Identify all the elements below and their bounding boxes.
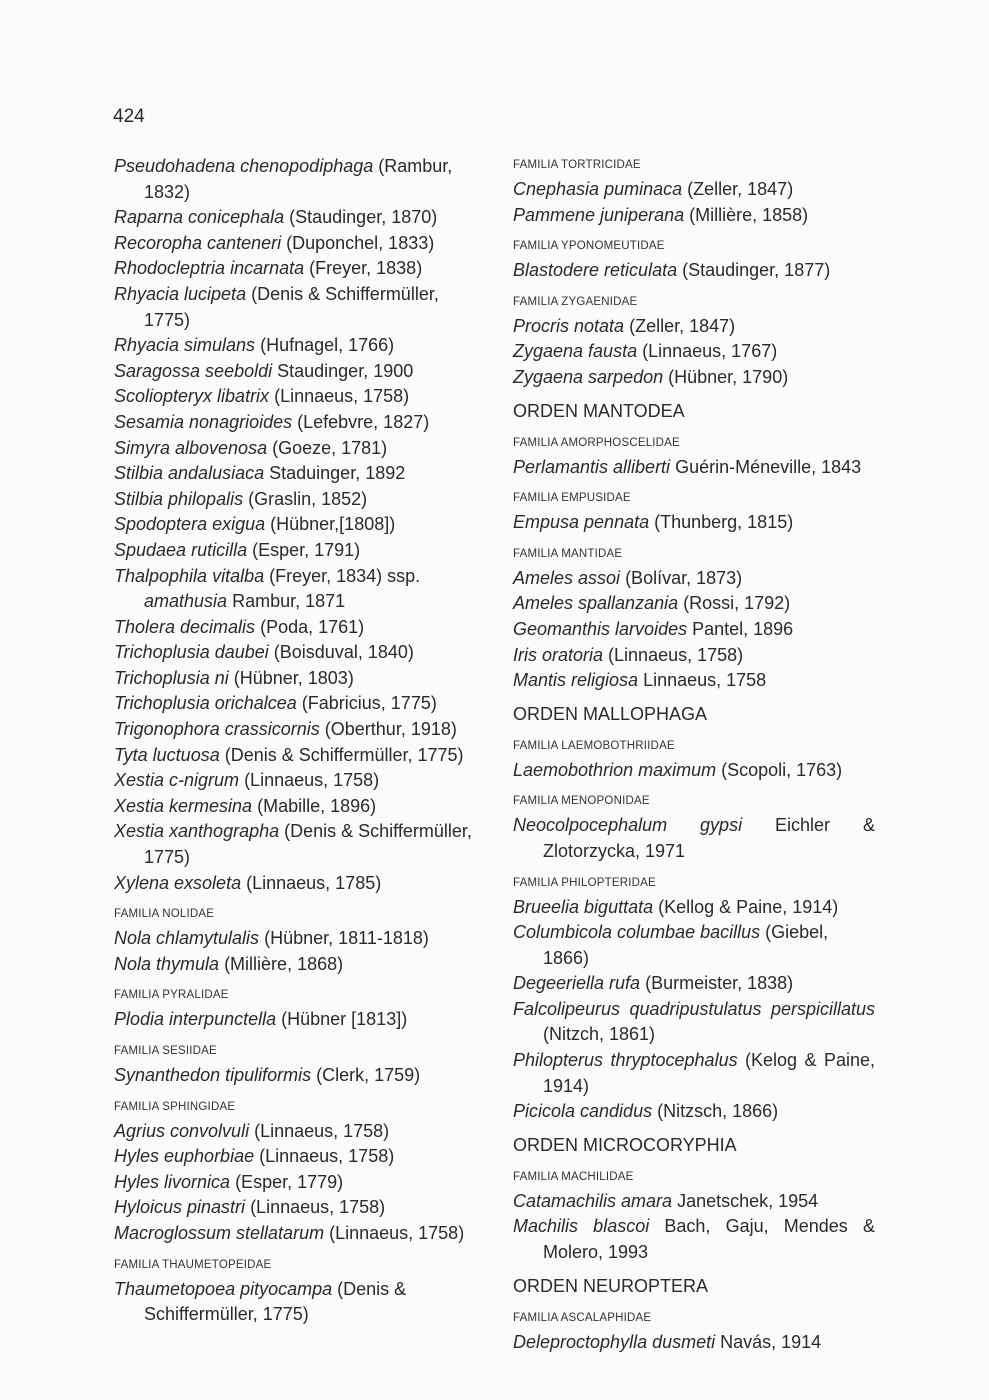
species-entry xyxy=(513,314,875,340)
species-entry xyxy=(114,410,474,436)
species-name: Nola thymula xyxy=(114,953,220,974)
species-author: (Denis & Schiffermüller, 1775) xyxy=(144,283,439,330)
species-name: Deleproctophylla dusmeti xyxy=(513,1331,716,1352)
species-entry xyxy=(114,871,474,897)
species-entry xyxy=(513,1214,875,1265)
species-author: (Hübner [1813]) xyxy=(281,1009,408,1030)
species-name: Zygaena fausta xyxy=(513,341,638,362)
species-entry xyxy=(513,566,875,592)
species-entry xyxy=(114,359,474,385)
species-entry xyxy=(114,512,474,538)
species-name: Mantis religiosa xyxy=(513,670,639,691)
page-number: 424 xyxy=(113,106,145,127)
species-author: (Clerk, 1759) xyxy=(316,1065,421,1085)
species-name: Blastodere reticulata xyxy=(513,260,678,281)
species-entry xyxy=(114,640,474,666)
species-entry xyxy=(114,743,474,769)
species-author: (Freyer, 1834) ssp. xyxy=(269,565,421,586)
species-author: (Zeller, 1847) xyxy=(629,315,736,336)
order-heading: ORDEN MALLOPHAGA xyxy=(513,703,708,724)
species-entry xyxy=(114,768,474,794)
family-heading: FAMILIA MACHILIDAE xyxy=(513,1170,634,1183)
species-author: (Poda, 1761) xyxy=(260,616,365,637)
family-heading: FAMILIA PYRALIDAE xyxy=(114,989,229,1002)
species-name: Stilbia philopalis xyxy=(114,488,244,509)
species-author: (Linnaeus, 1758) xyxy=(254,1120,390,1141)
species-name: Pammene juniperana xyxy=(513,204,685,225)
species-entry xyxy=(114,333,474,359)
species-entry xyxy=(114,461,474,487)
species-author: Navás, 1914 xyxy=(720,1331,822,1352)
species-name: Trichoplusia daubei xyxy=(114,642,269,663)
family-heading: FAMILIA MENOPONIDAE xyxy=(513,795,650,808)
family-heading: FAMILIA SESIIDAE xyxy=(114,1045,217,1057)
species-author: (Linnaeus, 1758) xyxy=(250,1197,386,1218)
species-author: (Freyer, 1838) xyxy=(309,258,423,279)
species-name: Iris oratoria xyxy=(513,644,604,665)
species-author: (Denis & Schiffermüller, 1775) xyxy=(144,821,472,868)
species-entry xyxy=(114,231,474,257)
species-entry xyxy=(114,794,474,820)
species-entry xyxy=(513,920,875,971)
family-heading: FAMILIA NOLIDAE xyxy=(114,908,215,921)
species-author: (Bolívar, 1873) xyxy=(625,567,743,588)
species-entry xyxy=(513,617,875,643)
species-entry xyxy=(513,510,875,536)
species-name: Synanthedon tipuliformis xyxy=(114,1065,312,1085)
species-entry xyxy=(114,615,474,641)
species-entry xyxy=(513,1048,875,1099)
species-author: (Linnaeus, 1767) xyxy=(642,341,778,362)
right-column xyxy=(513,154,875,1355)
species-entry xyxy=(114,819,474,870)
species-name: Zygaena sarpedon xyxy=(513,366,664,387)
species-name: Xestia kermesina xyxy=(114,795,253,816)
species-name: Perlamantis alliberti xyxy=(513,456,671,477)
species-entry xyxy=(513,1189,875,1215)
species-name: Hyles euphorbiae xyxy=(114,1146,255,1167)
family-heading: FAMILIA ASCALAPHIDAE xyxy=(513,1311,652,1324)
species-author: (Nitzsch, 1866) xyxy=(657,1101,779,1122)
species-name: Laemobothrion maximum xyxy=(513,759,717,780)
species-entry xyxy=(114,538,474,564)
species-author: (Giebel, 1866) xyxy=(543,922,829,968)
subspecies-author: Rambur, 1871 xyxy=(232,591,346,612)
species-entry xyxy=(114,952,474,978)
species-name: Pseudohadena chenopodiphaga xyxy=(114,156,374,176)
species-author: (Boisduval, 1840) xyxy=(273,642,414,663)
species-author: (Kelog & Paine, 1914) xyxy=(543,1050,875,1096)
species-author: (Linnaeus, 1758) xyxy=(244,770,380,791)
species-author: (Denis & Schiffermüller, 1775) xyxy=(224,744,464,765)
species-name: Procris notata xyxy=(513,315,625,336)
species-entry xyxy=(114,717,474,743)
family-heading: FAMILIA SPHINGIDAE xyxy=(114,1100,236,1113)
species-name: Xylena exsoleta xyxy=(114,872,242,893)
species-name: Nola chlamytulalis xyxy=(114,928,260,949)
species-name: Recoropha canteneri xyxy=(114,232,282,253)
species-entry xyxy=(114,282,474,333)
family-heading: FAMILIA TORTRICIDAE xyxy=(513,159,641,171)
species-entry xyxy=(114,1119,474,1145)
species-name: Sesamia nonagrioides xyxy=(114,411,293,432)
species-author: (Goeze, 1781) xyxy=(272,437,388,458)
species-name: Spudaea ruticilla xyxy=(114,539,248,560)
species-author: Linnaeus, 1758 xyxy=(643,670,767,691)
species-entry xyxy=(114,691,474,717)
species-name: Thaumetopoea pityocampa xyxy=(114,1278,333,1299)
species-name: Degeeriella rufa xyxy=(513,973,641,994)
species-name: Picicola candidus xyxy=(513,1101,653,1122)
species-name: Scoliopteryx libatrix xyxy=(114,386,270,407)
species-name: Macroglossum stellatarum xyxy=(114,1222,325,1243)
species-author: (Hufnagel, 1766) xyxy=(260,335,395,356)
species-name: Brueelia biguttata xyxy=(513,896,654,917)
species-name: Machilis blascoi xyxy=(513,1216,650,1237)
species-entry xyxy=(114,384,474,410)
species-author: (Linnaeus, 1758) xyxy=(608,644,744,665)
species-author: (Lefebvre, 1827) xyxy=(297,411,430,432)
species-name: Raparna conicephala xyxy=(114,207,285,228)
species-entry xyxy=(114,1221,474,1247)
species-entry xyxy=(513,258,875,284)
species-author: (Graslin, 1852) xyxy=(248,488,368,509)
species-entry xyxy=(114,1144,474,1170)
family-heading: FAMILIA EMPUSIDAE xyxy=(513,492,631,505)
species-name: Neocolpocephalum gypsi xyxy=(513,815,743,836)
species-author: Staduinger, 1892 xyxy=(269,463,406,484)
species-name: Ameles assoi xyxy=(513,567,621,588)
family-heading: FAMILIA ZYGAENIDAE xyxy=(513,295,638,308)
species-entry xyxy=(114,436,474,462)
species-entry xyxy=(513,997,875,1048)
species-name: Ameles spallanzania xyxy=(513,593,679,614)
species-author: (Thunberg, 1815) xyxy=(654,512,794,533)
species-entry xyxy=(114,564,474,615)
family-heading: FAMILIA AMORPHOSCELIDAE xyxy=(513,436,680,449)
species-entry xyxy=(513,177,875,203)
species-entry xyxy=(513,591,875,617)
species-author: (Millière, 1858) xyxy=(689,204,809,225)
family-heading: FAMILIA MANTIDAE xyxy=(513,547,623,560)
species-name: Saragossa seeboldi xyxy=(114,360,273,381)
species-entry xyxy=(513,1330,875,1356)
species-author: (Hübner,[1808]) xyxy=(270,514,396,535)
species-name: Columbicola columbae bacillus xyxy=(513,922,761,943)
species-name: Hyles livornica xyxy=(114,1171,231,1192)
subspecies-name: amathusia xyxy=(144,591,228,612)
species-author: (Staudinger, 1870) xyxy=(289,207,438,228)
species-entry xyxy=(513,643,875,669)
species-entry xyxy=(513,455,875,481)
species-name: Plodia interpunctella xyxy=(114,1009,277,1030)
species-entry xyxy=(114,154,474,205)
species-author: (Mabille, 1896) xyxy=(257,795,377,816)
species-entry xyxy=(114,926,474,952)
species-entry xyxy=(513,668,875,694)
species-name: Simyra albovenosa xyxy=(114,437,268,458)
species-name: Geomanthis larvoides xyxy=(513,618,688,639)
species-name: Rhyacia simulans xyxy=(114,335,256,356)
species-author: Janetschek, 1954 xyxy=(677,1190,819,1211)
order-heading: ORDEN MANTODEA xyxy=(513,400,685,421)
species-name: Trichoplusia ni xyxy=(114,667,229,688)
left-column xyxy=(114,154,474,1328)
family-heading: FAMILIA THAUMETOPEIDAE xyxy=(114,1258,272,1271)
family-heading: FAMILIA LAEMOBOTHRIIDAE xyxy=(513,739,675,752)
order-heading: ORDEN NEUROPTERA xyxy=(513,1275,709,1296)
species-entry xyxy=(513,813,875,864)
species-entry xyxy=(114,1063,474,1089)
species-entry xyxy=(513,971,875,997)
species-name: Philopterus thryptocephalus xyxy=(513,1050,738,1071)
species-author: (Linnaeus, 1758) xyxy=(329,1222,465,1243)
species-author: (Esper, 1779) xyxy=(235,1171,344,1192)
species-name: Hyloicus pinastri xyxy=(114,1197,246,1218)
species-entry xyxy=(513,1099,875,1125)
species-author: (Denis & Schiffermüller, 1775) xyxy=(144,1278,407,1325)
species-name: Rhyacia lucipeta xyxy=(114,283,247,304)
family-heading: FAMILIA YPONOMEUTIDAE xyxy=(513,240,665,253)
species-author: (Nitzch, 1861) xyxy=(543,1024,656,1045)
species-entry xyxy=(114,1195,474,1221)
species-name: Trichoplusia orichalcea xyxy=(114,693,297,714)
species-author: (Hübner, 1811-1818) xyxy=(264,928,429,949)
species-author: (Hübner, 1790) xyxy=(668,366,789,387)
species-name: Spodoptera exigua xyxy=(114,514,266,535)
species-entry xyxy=(114,205,474,231)
species-author: Bach, Gaju, Mendes & Molero, 1993 xyxy=(543,1216,875,1263)
species-entry xyxy=(114,487,474,513)
species-author: (Hübner, 1803) xyxy=(233,667,354,688)
species-author: (Oberthur, 1918) xyxy=(324,719,457,740)
species-author: (Zeller, 1847) xyxy=(687,179,794,199)
species-author: (Rambur, 1832) xyxy=(144,156,453,202)
species-name: Xestia xanthographa xyxy=(114,821,280,842)
species-entry xyxy=(114,666,474,692)
species-name: Trigonophora crassicornis xyxy=(114,719,320,740)
species-entry xyxy=(513,758,875,784)
species-author: (Linnaeus, 1785) xyxy=(246,872,382,893)
species-author: (Fabricius, 1775) xyxy=(301,693,437,714)
species-author: (Millière, 1868) xyxy=(224,953,344,974)
species-author: (Staudinger, 1877) xyxy=(682,260,831,281)
species-name: Falcolipeurus quadripustulatus perspicillatus xyxy=(513,998,875,1019)
family-heading: FAMILIA PHILOPTERIDAE xyxy=(513,876,656,889)
species-entry xyxy=(114,256,474,282)
species-entry xyxy=(513,339,875,365)
species-author: (Linnaeus, 1758) xyxy=(259,1146,395,1167)
species-name: Tyta luctuosa xyxy=(114,744,220,765)
species-author: Guérin-Méneville, 1843 xyxy=(675,456,862,477)
species-author: (Rossi, 1792) xyxy=(683,593,791,614)
species-entry xyxy=(114,1277,474,1328)
species-name: Empusa pennata xyxy=(513,512,650,533)
species-name: Tholera decimalis xyxy=(114,616,256,637)
species-author: (Linnaeus, 1758) xyxy=(274,386,410,407)
species-name: Agrius convolvuli xyxy=(114,1120,250,1141)
species-author: (Burmeister, 1838) xyxy=(645,973,794,994)
species-author: (Scopoli, 1763) xyxy=(721,759,843,780)
species-author: (Duponchel, 1833) xyxy=(286,232,435,253)
species-entry xyxy=(114,1170,474,1196)
species-name: Stilbia andalusiaca xyxy=(114,463,265,484)
species-name: Rhodocleptria incarnata xyxy=(114,258,305,279)
species-name: Thalpophila vitalba xyxy=(114,565,265,586)
species-entry xyxy=(513,203,875,229)
species-name: Catamachilis amara xyxy=(513,1190,673,1211)
species-author: Pantel, 1896 xyxy=(692,618,794,639)
species-author: (Kellog & Paine, 1914) xyxy=(658,896,839,917)
species-entry xyxy=(114,1007,474,1033)
species-author: Eichler & Zlotorzycka, 1971 xyxy=(543,815,876,861)
species-author: (Esper, 1791) xyxy=(252,539,361,560)
species-name: Xestia c-nigrum xyxy=(114,770,240,791)
species-author: Staudinger, 1900 xyxy=(277,360,414,381)
species-entry xyxy=(513,365,875,391)
species-entry xyxy=(513,895,875,921)
order-heading: ORDEN MICROCORYPHIA xyxy=(513,1134,737,1155)
species-name: Cnephasia puminaca xyxy=(513,179,683,199)
